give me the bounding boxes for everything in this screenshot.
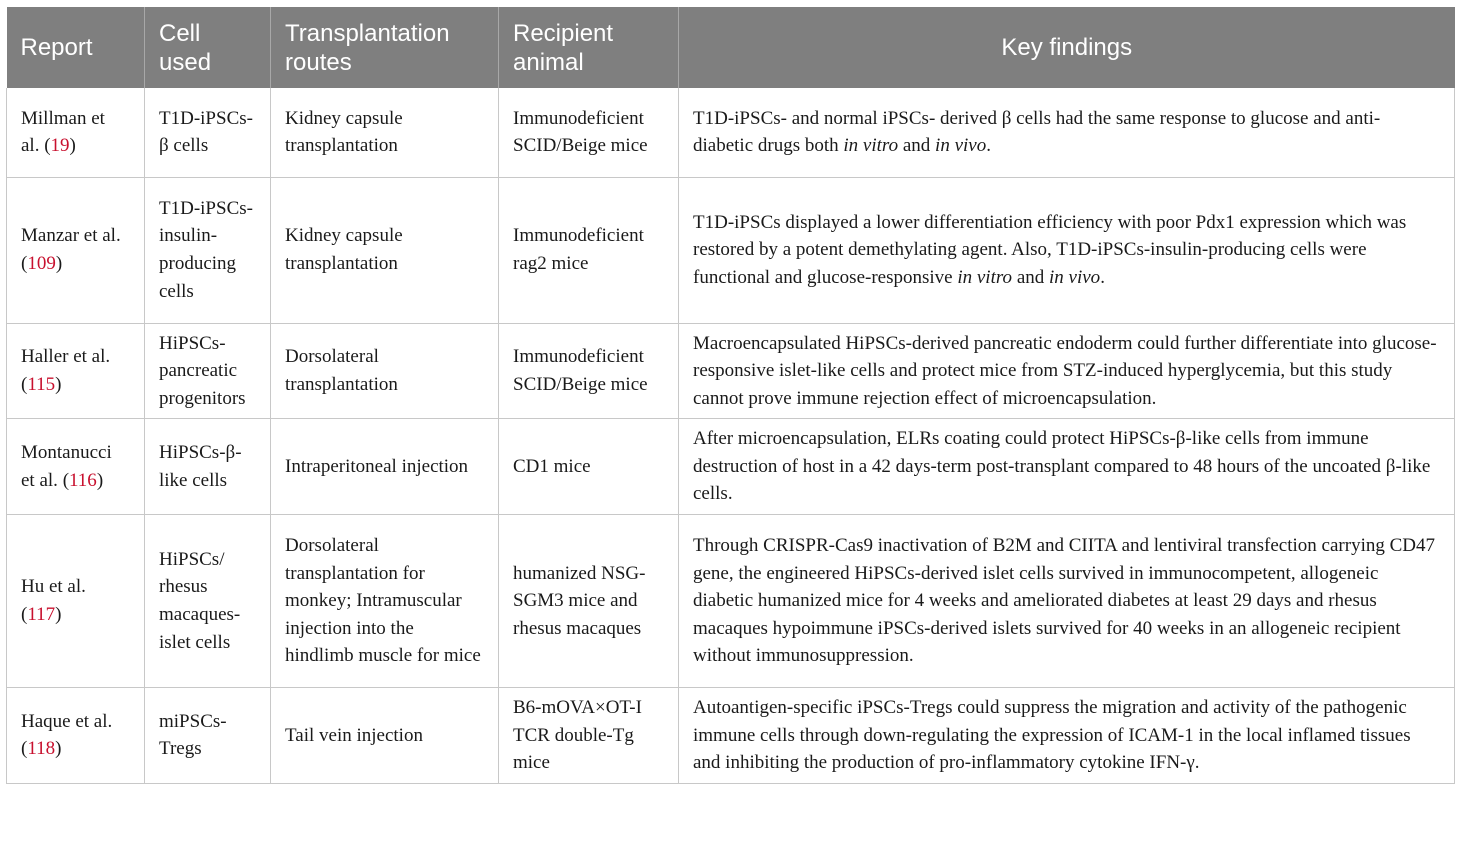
cell-recipient-animal: CD1 mice — [499, 419, 679, 515]
cell-report: Haller et al. (115) — [7, 323, 145, 419]
findings-text: T1D-iPSCs- and normal iPSCs- derived β cells had the same response to glucose and anti-diabetic drugs both — [693, 107, 1381, 157]
cell-key-findings — [679, 419, 1455, 515]
header-transplantation-routes: Transplantation routes — [271, 7, 499, 88]
findings-italic-text: in vivo — [1049, 266, 1101, 288]
header-row — [7, 7, 1455, 88]
table-row — [7, 419, 1455, 515]
findings-text: Autoantigen-specific iPSCs-Tregs could suppress the migration and activity of the pathogenic immune cells through down-regulating the expression of ICAM-1 in the local inflamed tissues and inhibiting the production of pro-inflammatory cytokine IFN-γ. — [693, 697, 1411, 774]
findings-text: After microencapsulation, ELRs coating could protect HiPSCs-β-like cells from immune destruction of host in a 42 days-term post-transplant compared to 48 hours of the uncoated β-like cells. — [693, 428, 1431, 505]
table-row — [7, 688, 1455, 784]
report-author: Millman et al. — [21, 107, 105, 157]
findings-text: and — [1012, 266, 1049, 288]
cell-key-findings — [679, 688, 1455, 784]
cell-recipient-animal: humanized NSG-SGM3 mice and rhesus macaques — [499, 515, 679, 688]
findings-italic-text: in vivo — [935, 135, 987, 157]
header-key-findings: Key findings — [679, 7, 1455, 88]
reference-link[interactable]: 109 — [27, 253, 56, 274]
cell-report: Montanucci et al. (116) — [7, 419, 145, 515]
cell-recipient-animal: B6-mOVA×OT-I TCR double-Tg mice — [499, 688, 679, 784]
findings-text: . — [986, 135, 991, 157]
cell-transplantation-route: Intraperitoneal injection — [271, 419, 499, 515]
cell-report: Haque et al. (118) — [7, 688, 145, 784]
header-recipient-animal: Recipient animal — [499, 7, 679, 88]
cell-key-findings — [679, 88, 1455, 177]
table-row — [7, 177, 1455, 323]
report-author: Montanucci et al. — [21, 442, 112, 491]
findings-text: . — [1100, 266, 1105, 288]
cell-transplantation-route: Tail vein injection — [271, 688, 499, 784]
header-report: Report — [7, 7, 145, 88]
cell-transplantation-route: Dorsolateral transplantation for monkey; Intramuscular injection into the hindlimb muscle for mice — [271, 515, 499, 688]
cell-transplantation-route: Dorsolateral transplantation — [271, 323, 499, 419]
cell-key-findings — [679, 177, 1455, 323]
reference-link[interactable]: 118 — [27, 738, 56, 760]
cell-cell-used: T1D-iPSCs-insulin-producing cells — [145, 177, 271, 323]
table-row — [7, 88, 1455, 177]
data-table — [6, 7, 1455, 784]
cell-cell-used: HiPSCs-β-like cells — [145, 419, 271, 515]
findings-text: Macroencapsulated HiPSCs-derived pancreatic endoderm could further differentiate into glucose-responsive islet-like cells and protect mice from STZ-induced hyperglycemia, but this study cannot prove immune rejection effect of microencapsulation. — [693, 332, 1437, 409]
cell-report: Hu et al. (117) — [7, 515, 145, 688]
findings-text: and — [898, 135, 936, 157]
report-author: Hu et al. — [21, 576, 86, 598]
header-cell-used: Cell used — [145, 7, 271, 88]
table-row — [7, 515, 1455, 688]
findings-italic-text: in vitro — [957, 266, 1013, 288]
report-author: Haller et al. — [21, 346, 111, 368]
cell-cell-used: miPSCs-Tregs — [145, 688, 271, 784]
reference-link[interactable]: 115 — [27, 373, 56, 395]
findings-text: T1D-iPSCs displayed a lower differentiation efficiency with poor Pdx1 expression which was restored by a potent demethylating agent. Also, T1D-iPSCs-insulin-producing cells were functional and glucose-responsive — [693, 211, 1407, 288]
findings-text: Through CRISPR-Cas9 inactivation of B2M and CIITA and lentiviral transfection carrying CD47 gene, the engineered HiPSCs-derived islet cells survived in immunocompetent, allogeneic diabetic humanized mice for 4 weeks and ameliorated diabetes at least 29 days and rhesus macaques hypoimmune iPSCs-derived islets survived for 40 weeks in an allogeneic recipient without immunosuppression. — [693, 535, 1435, 667]
reference-link[interactable]: 116 — [69, 469, 97, 491]
cell-cell-used: HiPSCs-pancreatic progenitors — [145, 323, 271, 419]
cell-report: Manzar et al. (109) — [7, 177, 145, 323]
report-author: Haque et al. — [21, 710, 113, 732]
reference-link[interactable]: 117 — [27, 604, 56, 626]
findings-italic-text: in vitro — [843, 135, 899, 157]
cell-recipient-animal: Immunodeficient SCID/Beige mice — [499, 323, 679, 419]
cell-transplantation-route: Kidney capsule transplantation — [271, 88, 499, 177]
report-author: Manzar et al. — [21, 225, 121, 247]
cell-report: Millman et al. (19) — [7, 88, 145, 177]
cell-transplantation-route: Kidney capsule transplantation — [271, 177, 499, 323]
cell-cell-used: T1D-iPSCs-β cells — [145, 88, 271, 177]
table-container — [6, 7, 1454, 784]
reference-link[interactable]: 19 — [50, 135, 70, 157]
cell-recipient-animal: Immunodeficient rag2 mice — [499, 177, 679, 323]
cell-cell-used: HiPSCs/ rhesus macaques-islet cells — [145, 515, 271, 688]
table-row — [7, 323, 1455, 419]
cell-key-findings — [679, 323, 1455, 419]
cell-recipient-animal: Immunodeficient SCID/Beige mice — [499, 88, 679, 177]
cell-key-findings — [679, 515, 1455, 688]
